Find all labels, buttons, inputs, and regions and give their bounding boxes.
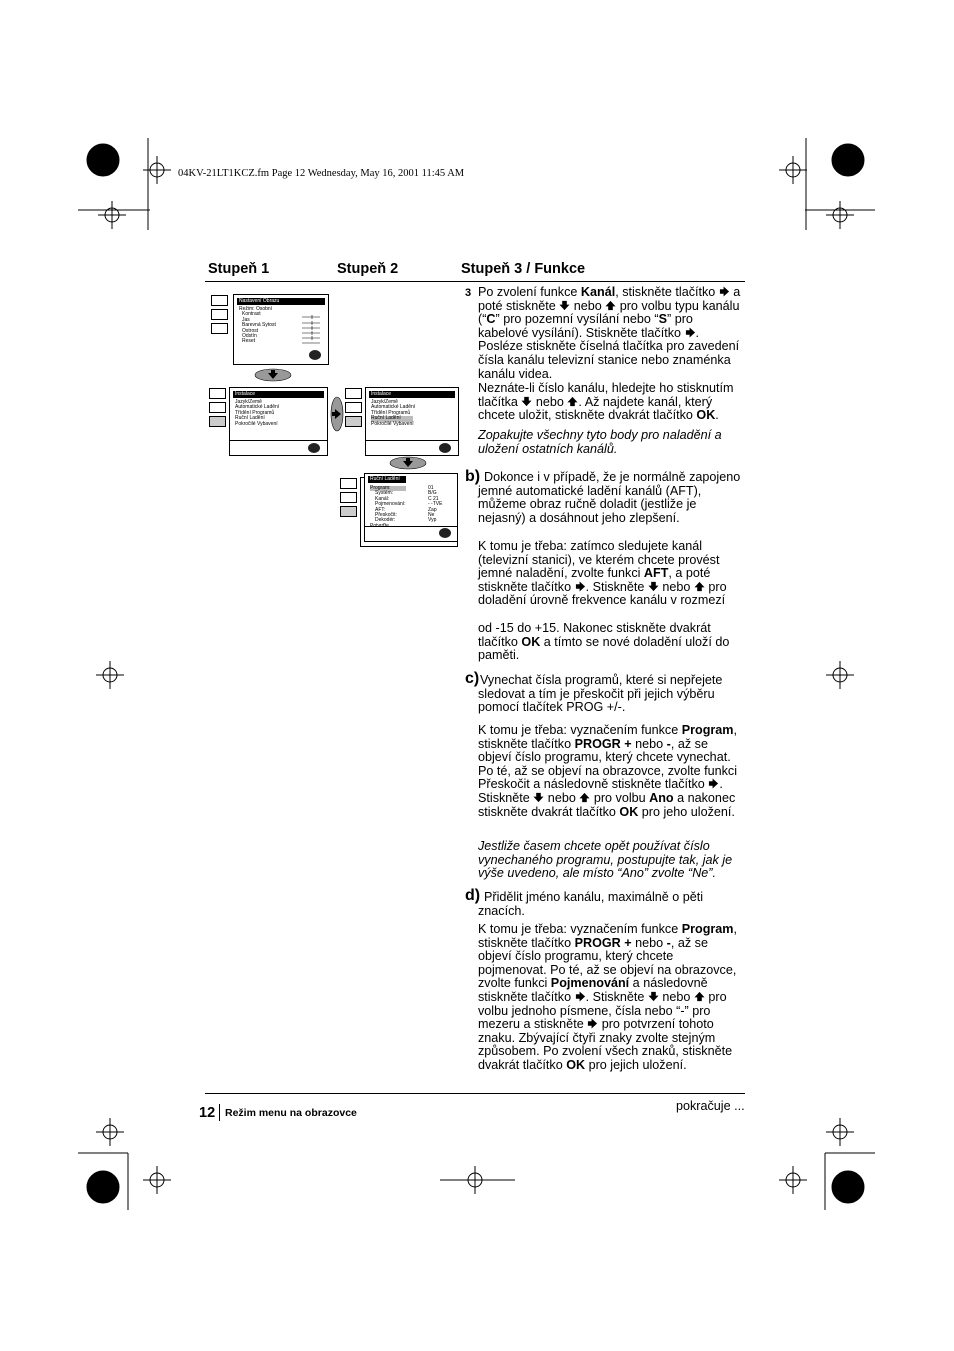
up-arrow-icon <box>694 991 705 1002</box>
screen-title: Instalace <box>233 391 324 398</box>
toolbox-icon <box>211 323 228 334</box>
clock-icon <box>340 492 357 503</box>
page-number: 12 <box>199 1105 216 1121</box>
picture-icon <box>345 388 362 399</box>
picture-icon <box>209 388 226 399</box>
clock-icon <box>211 309 228 320</box>
b-para-3: od -15 do +15. Nakonec stiskněte dvakrát tlačítko OK a tímto se nové doladění uloží do paměti. <box>478 621 730 663</box>
b-para-2: K tomu je třeba: zatímco sledujete kanál (televizní stanici), ve kterém chcete provést jemné naladění, zvolte funkci AFT, a poté stiskněte tlačítko . Stiskněte nebo pro doladění úrovně frekvence kanálu v rozmezí <box>478 539 727 608</box>
step3-para-3: Zopakujte všechny tyto body pro naladění a uložení ostatních kanálů. <box>478 428 722 456</box>
down-arrow-icon <box>559 300 570 311</box>
right-arrow-icon <box>575 581 586 592</box>
screen-title: Instalace <box>369 391 455 398</box>
picture-icon <box>340 478 357 489</box>
screen-items: Jazyk/Země Automatické Ladění Třídění Programů Ruční Ladění Pokročilé Vybavení <box>235 399 280 427</box>
toolbox-icon <box>345 416 362 427</box>
c-para-3: Jestliže časem chcete opět používat číslo vynechaného programu, postupujte tak, jak je výše uvedeno, ale místo “Ano” zvolte “Ne”. <box>478 839 733 881</box>
screen-title: Ruční Ladění <box>368 476 406 483</box>
down-arrow-icon <box>648 581 659 592</box>
step3-para-1: Po zvolení funkce Kanál, stiskněte tlačítko a poté stiskněte nebo pro volbu typu kanálu (“C” pro pozemní vysílání nebo “S” pro kabelové vysílání). Stiskněte tlačítko . Posléze stiskněte číselná tlačítka pro zavedení čísla kanálu televizní stanice nebo znaménka kanálu videa. <box>478 285 741 381</box>
label-c: c) <box>465 670 480 687</box>
toolbox-icon <box>209 416 226 427</box>
right-arrow-icon <box>685 327 696 338</box>
d-para-1: Přidělit jméno kanálu, maximálně o pěti znacích. <box>478 890 704 918</box>
up-arrow-icon <box>694 581 705 592</box>
down-arrow-pill <box>389 456 427 470</box>
clock-icon <box>345 402 362 413</box>
ok-button-icon <box>439 443 451 453</box>
screen-manual <box>364 473 458 542</box>
screen-items: Program: Systém: Kanál: Pojmenování: AFT: Přeskočit: Dekodér: Potvrďte <box>370 485 406 529</box>
slider-bars <box>302 315 322 345</box>
footer-section: Režim menu na obrazovce <box>225 1107 357 1119</box>
screen-install-1 <box>229 387 328 456</box>
up-arrow-icon <box>605 300 616 311</box>
screen-values: 01 B/G C 21 - -TVE Zap Ne Vyp <box>428 485 443 524</box>
label-d: d) <box>465 887 481 904</box>
down-arrow-icon <box>648 991 659 1002</box>
step3-para-2: Neznáte-li číslo kanálu, hledejte ho stisknutím tlačítka nebo . Až najdete kanál, který chcete uložit, stiskněte dvakrát tlačítko OK. <box>478 381 734 423</box>
right-arrow-icon <box>719 286 730 297</box>
top-rule <box>205 281 745 282</box>
right-arrow-icon <box>708 778 719 789</box>
footer-divider <box>219 1104 220 1121</box>
down-arrow-icon <box>521 396 532 407</box>
column-step2: Stupeň 2 <box>337 261 399 277</box>
b-para-1: Dokonce i v případě, že je normálně zapojeno jemné automatické ladění kanálů (AFT), můžeme obraz ručně doladit (jestliže je nejasný) a dosáhnout jeho zlepšení. <box>478 470 741 525</box>
toolbox-icon <box>340 506 357 517</box>
screen-picture <box>233 294 329 365</box>
c-para-2: K tomu je třeba: vyznačením funkce Program, stiskněte tlačítko PROGR + nebo -, až se objeví číslo programu, který chcete vynechat. Po té, až se objeví na obrazovce, zvolte funkci Přeskočit a následovně stiskněte tlačítko . Stiskněte nebo pro volbu Ano a nakonec stiskněte dvakrát tlačítko OK pro jeho uložení. <box>478 723 738 819</box>
down-arrow-pill <box>254 368 292 382</box>
ok-button-icon <box>439 528 451 538</box>
step3-number: 3 <box>465 287 472 299</box>
c-para-1: Vynechat čísla programů, které si nepřejete sledovat a tím je přeskočit při jejich výběru pomocí tlačítek PROG +/-. <box>478 673 723 715</box>
d-para-2: K tomu je třeba: vyznačením funkce Program, stiskněte tlačítko PROGR + nebo -, až se objeví číslo programu, který chcete pojmenovat. Po té, až se objeví na obrazovce, zvolte funkci Pojmenování a následovně stiskněte tlačítko . Stiskněte nebo pro volbu jednoho písmene, čísla nebo “-” pro mezeru a stiskněte pro potvrzení tohoto znaku. Zbývající čtyři znaky zvolte stejným způsobem. Po zvolení všech znaků, stiskněte dvakrát tlačítko OK pro jejich uložení. <box>478 922 737 1072</box>
column-step1: Stupeň 1 <box>208 261 270 277</box>
bottom-rule <box>205 1093 745 1094</box>
screen-items: Jazyk/Země Automatické Ladění Třídění Programů Ruční Ladění Pokročilé Vybavení <box>371 399 416 427</box>
clock-icon <box>209 402 226 413</box>
screen-install-2 <box>365 387 459 456</box>
screen-title: Nastavení Obrazu <box>237 298 325 305</box>
file-header: 04KV-21LT1KCZ.fm Page 12 Wednesday, May 16, 2001 11:45 AM <box>178 168 465 179</box>
down-arrow-icon <box>533 792 544 803</box>
up-arrow-icon <box>567 396 578 407</box>
right-arrow-icon <box>587 1018 598 1029</box>
continues-label: pokračuje ... <box>676 1099 745 1113</box>
ok-button-icon <box>308 443 320 453</box>
right-arrow-icon <box>575 991 586 1002</box>
screen-items: Režim: Osobní Kontrast Jas Barevná Sytost Ostrost Odstín Reset <box>239 306 276 345</box>
column-step3: Stupeň 3 / Funkce <box>461 261 586 277</box>
right-arrow-pill <box>330 396 344 432</box>
up-arrow-icon <box>579 792 590 803</box>
picture-icon <box>211 295 228 306</box>
ok-button-icon <box>309 350 321 360</box>
label-b: b) <box>465 468 481 485</box>
